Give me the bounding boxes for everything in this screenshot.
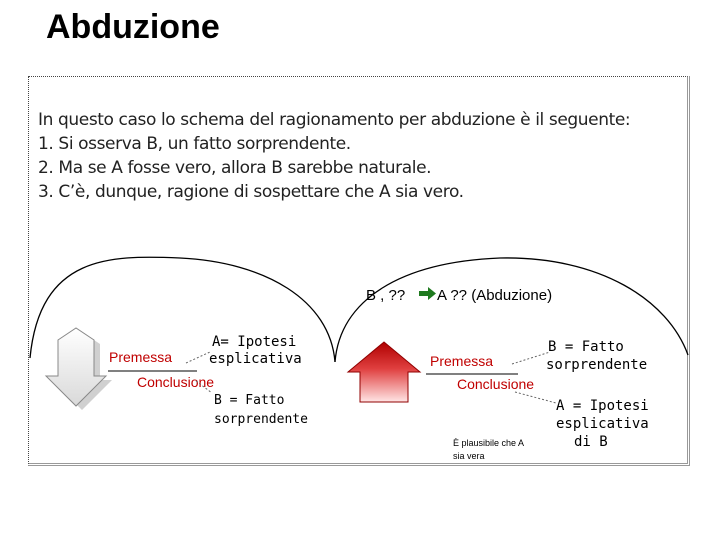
right-conclusion-line3: di B [574, 434, 608, 450]
right-note-line2: sia vera [453, 451, 485, 461]
intro-line-2: 2. Ma se A fosse vero, allora B sarebbe naturale. [38, 158, 432, 178]
right-premise-label: Premessa [430, 353, 494, 369]
left-conclusion-line1: B = Fatto [214, 393, 285, 408]
left-premise-label: Premessa [109, 349, 173, 365]
right-conclusion-label: Conclusione [457, 376, 535, 392]
right-premise-line2: sorprendente [546, 357, 648, 373]
heading-arrow-icon [419, 287, 436, 300]
left-conclusion-label: Conclusione [137, 374, 215, 390]
right-note-line1: È plausibile che A [453, 438, 525, 448]
down-arrow-icon [46, 328, 112, 410]
right-premise-line1: B = Fatto [548, 339, 624, 355]
right-conclusion-connector [515, 392, 556, 403]
slide-title: Abduzione [46, 8, 220, 46]
right-conclusion-line2: esplicativa [556, 416, 649, 432]
up-arrow-icon [348, 342, 420, 402]
left-conclusion-line2: sorprendente [214, 412, 308, 427]
intro-line-0: In questo caso lo schema del ragionamento per abduzione è il seguente: [38, 110, 631, 130]
right-conclusion-line1: A = Ipotesi [556, 398, 649, 414]
left-premise-connector [186, 352, 210, 363]
abduction-heading-part2: A ?? (Abduzione) [437, 287, 553, 304]
left-premise-line1: A= Ipotesi [212, 334, 297, 350]
abduction-heading-part1: B , ?? [366, 287, 406, 304]
intro-line-1: 1. Si osserva B, un fatto sorprendente. [38, 134, 351, 154]
right-premise-connector [512, 352, 550, 364]
left-premise-line2: esplicativa [209, 351, 302, 367]
intro-line-3: 3. C’è, dunque, ragione di sospettare che A sia vero. [38, 182, 464, 202]
